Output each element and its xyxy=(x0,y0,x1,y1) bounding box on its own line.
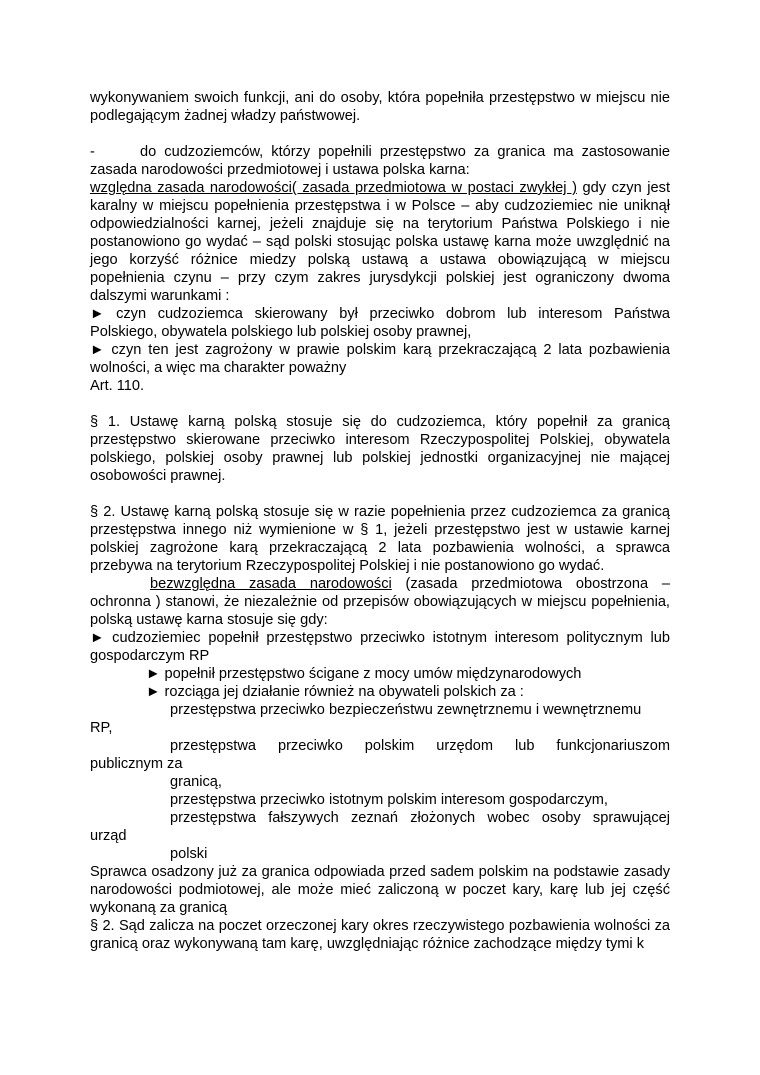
underlined-term: bezwzględna zasada narodowości xyxy=(150,576,392,592)
absolute-principle-paragraph xyxy=(90,575,670,629)
underlined-term: względna zasada narodowości( zasada przedmiotowa w postaci zwykłej ) xyxy=(90,180,577,196)
paragraph-text: (zasada przedmiotowa obostrzona – ochronna ) stanowi, że niezależnie od przepisów obowiązujących w miejscu popełnienia, polską ustawę karna stosuje się gdy: xyxy=(90,576,671,628)
paragraph: wykonywaniem swoich funkcji, ani do osoby, która popełniła przestępstwo w miejscu nie podlegającym żadnej władzy państwowej. xyxy=(90,90,670,124)
list-line: granicą, xyxy=(170,774,222,790)
list-line: RP, xyxy=(90,720,113,736)
bullet-item: ► czyn cudzoziemca skierowany był przeciwko dobrom lub interesom Państwa Polskiego, obywatela polskiego lub polskiej osoby prawnej, xyxy=(90,306,670,340)
bullet-item: ► rozciąga jej działanie również na obywateli polskich za : xyxy=(146,684,524,700)
relative-principle-paragraph xyxy=(90,179,670,305)
dash-marker: - xyxy=(90,144,95,160)
section-paragraph: § 2. Sąd zalicza na poczet orzeczonej kary okres rzeczywistego pozbawienia wolności za granicą oraz wykonywaną tam karę, uwzględniając różnice zachodzące między tymi k xyxy=(90,918,670,952)
bullet-item: ► popełnił przestępstwo ścigane z mocy umów międzynarodowych xyxy=(146,666,582,682)
spacer xyxy=(90,395,670,413)
dash-paragraph-text: do cudzoziemców, którzy popełnili przestępstwo za granica ma zastosowanie zasada narodowości przedmiotowej i ustawa polska karna: xyxy=(90,144,670,178)
list-line: publicznym za xyxy=(90,756,183,772)
spacer xyxy=(90,125,670,143)
paragraph-text: gdy czyn jest karalny w miejscu popełnienia przestępstwa i w Polsce – aby cudzoziemiec nie uniknął odpowiedzialności karnej, jeżeli znajduje się na terytorium Państwa Polskiego i nie postanowiono go wydać – sąd polski stosując polska ustawę karna może uwzględnić na jego korzyść różnice miedzy polską ustawą a ustawa obowiązującą w miejscu popełnienia czynu – przy czym zakres jurysdykcji polskiej jest ograniczony dwoma dalszymi warunkami : xyxy=(90,180,670,304)
list-line: przestępstwa przeciwko bezpieczeństwu zewnętrznemu i wewnętrznemu xyxy=(170,702,642,718)
list-line: przestępstwa fałszywych zeznań złożonych wobec osoby sprawującej xyxy=(170,810,670,826)
list-line: przestępstwa przeciwko polskim urzędom lub funkcjonariuszom xyxy=(170,738,670,754)
dash-paragraph xyxy=(90,143,670,179)
spacer xyxy=(90,485,670,503)
list-line: urząd xyxy=(90,828,127,844)
section-paragraph: § 1. Ustawę karną polską stosuje się do cudzoziemca, który popełnił za granicą przestępstwo skierowane przeciwko interesom Rzeczypospolitej Polskiej, obywatela polskiego, polskiej osoby prawnej lub polskiej jednostki organizacyjnej nie mającej osobowości prawnej. xyxy=(90,414,670,484)
paragraph: Sprawca osadzony już za granica odpowiada przed sadem polskim na podstawie zasady narodowości podmiotowej, ale może mieć zaliczoną w poczet kary, karę lub jej część wykonaną za granicą xyxy=(90,864,670,916)
section-paragraph: § 2. Ustawę karną polską stosuje się w razie popełnienia przez cudzoziemca za granicą przestępstwa innego niż wymienione w § 1, jeżeli przestępstwo jest w ustawie karnej polskiej zagrożone karą przekraczającą 2 lata pozbawienia wolności, a sprawca przebywa na terytorium Rzeczypospolitej Polskiej i nie postanowiono go wydać. xyxy=(90,504,670,574)
document-body xyxy=(90,89,670,953)
list-line: przestępstwa przeciwko istotnym polskim interesom gospodarczym, xyxy=(170,792,608,808)
article-heading: Art. 110. xyxy=(90,378,145,394)
bullet-item: ► czyn ten jest zagrożony w prawie polskim karą przekraczającą 2 lata pozbawienia wolności, a więc ma charakter poważny xyxy=(90,342,670,376)
bullet-item: ► cudzoziemiec popełnił przestępstwo przeciwko istotnym interesom politycznym lub gospodarczym RP xyxy=(90,630,670,664)
list-line: polski xyxy=(170,846,208,862)
